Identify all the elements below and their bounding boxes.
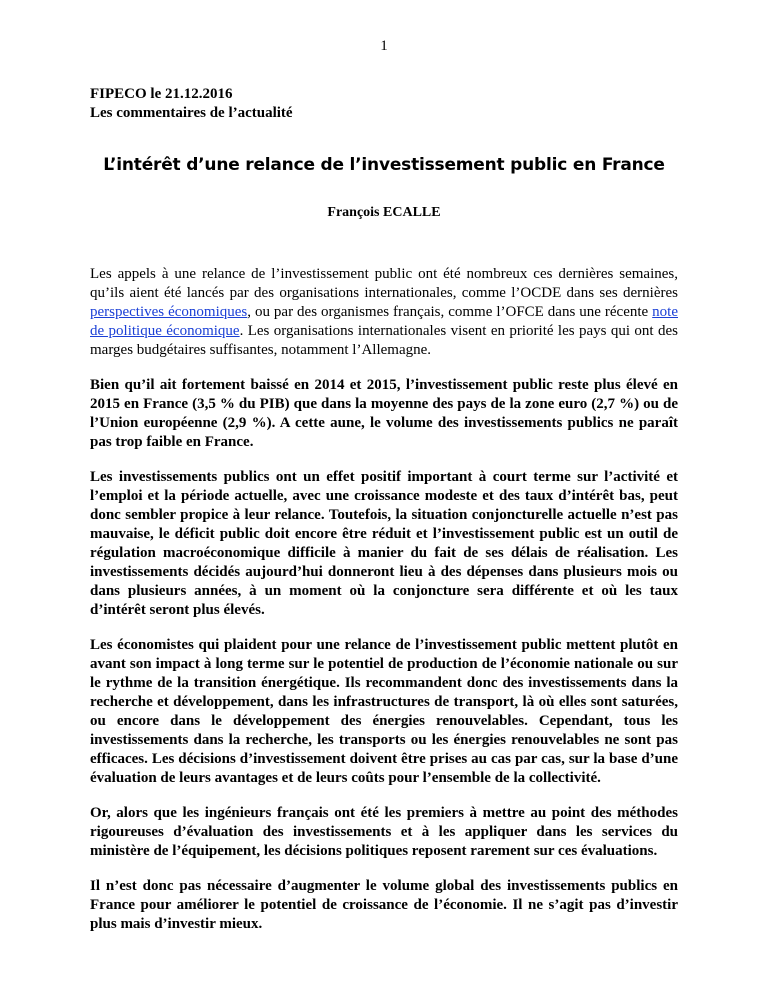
paragraph-long-term-impact: Les économistes qui plaident pour une relance de l’investissement public mettent plutôt en avant son impact à long terme sur le potentiel de production de l’économie nationale ou sur le rythme de la transition énergétique. Ils recommandent donc des investissements dans la recherche et développement, dans les infrastructures de transport, là où elles sont saturées, ou encore dans le développement des énergies renouvelables. Cependant, tous les investissements dans la recherche, les transports ou les énergies renouvelables ne sont pas efficaces. Les décisions d’investissement doivent être prises au cas par cas, sur la base d’une évaluation de leurs avantages et de leurs coûts pour l’ensemble de la collectivité. [90,637,678,786]
document-author: François ECALLE [327,205,441,220]
paragraph-evaluation-methods: Or, alors que les ingénieurs français ont été les premiers à mettre au point des méthodes rigoureuses d’évaluation des investissements et à les appliquer dans les services du ministère de l’équipement, les décisions politiques reposent rarement sur ces évaluations. [90,805,678,859]
document-header [90,85,678,123]
paragraph-intro-text-1: Les appels à une relance de l’investissement public ont été nombreux ces dernières semaines, qu’ils aient été lancés par des organisations internationales, comme l’OCDE dans ses dernières [90,266,678,301]
paragraph-intro-text-2: , ou par des organismes français, comme l’OFCE dans une récente [247,304,653,320]
paragraph-short-term-effect: Les investissements publics ont un effet positif important à court terme sur l’activité et l’emploi et la période actuelle, avec une croissance modeste et des taux d’intérêt bas, peut donc sembler propice à leur relance. Toutefois, la situation conjoncturelle actuelle n’est pas mauvaise, le déficit public doit encore être réduit et l’investissement public est un outil de régulation macroéconomique difficile à manier du fait de ses délais de réalisation. Les investissements décidés aujourd’hui donneront lieu à des dépenses dans plusieurs mois ou dans plusieurs années, à un moment où la conjoncture sera différente et où les taux d’intérêt seront plus élevés. [90,469,678,618]
paragraph-conclusion: Il n’est donc pas nécessaire d’augmenter le volume global des investissements publics en France pour améliorer le potentiel de croissance de l’économie. Il ne s’agit pas d’investir plus mais d’investir mieux. [90,878,678,932]
paragraph-intro [90,265,678,360]
paragraph-investment-level: Bien qu’il ait fortement baissé en 2014 et 2015, l’investissement public reste plus élevé en 2015 en France (3,5 % du PIB) que dans la moyenne des pays de la zone euro (2,7 %) ou de l’Union européenne (2,9 %). A cette aune, le volume des investissements publics ne paraît pas trop faible en France. [90,377,678,450]
link-perspectives-economiques[interactable]: perspectives économiques [90,304,248,320]
header-date-line: FIPECO le 21.12.2016 [90,86,233,102]
document-title: L’intérêt d’une relance de l’investissement public en France [103,155,665,175]
link-note-politique-economique[interactable]: note de politique économique [90,304,678,339]
paragraph-intro-text-3: . Les organisations internationales visent en priorité les pays qui ont des marges budgétaires suffisantes, notamment l’Allemagne. [90,323,678,358]
document-body [90,265,678,950]
page-number: 1 [380,38,388,54]
header-section-line: Les commentaires de l’actualité [90,105,293,121]
